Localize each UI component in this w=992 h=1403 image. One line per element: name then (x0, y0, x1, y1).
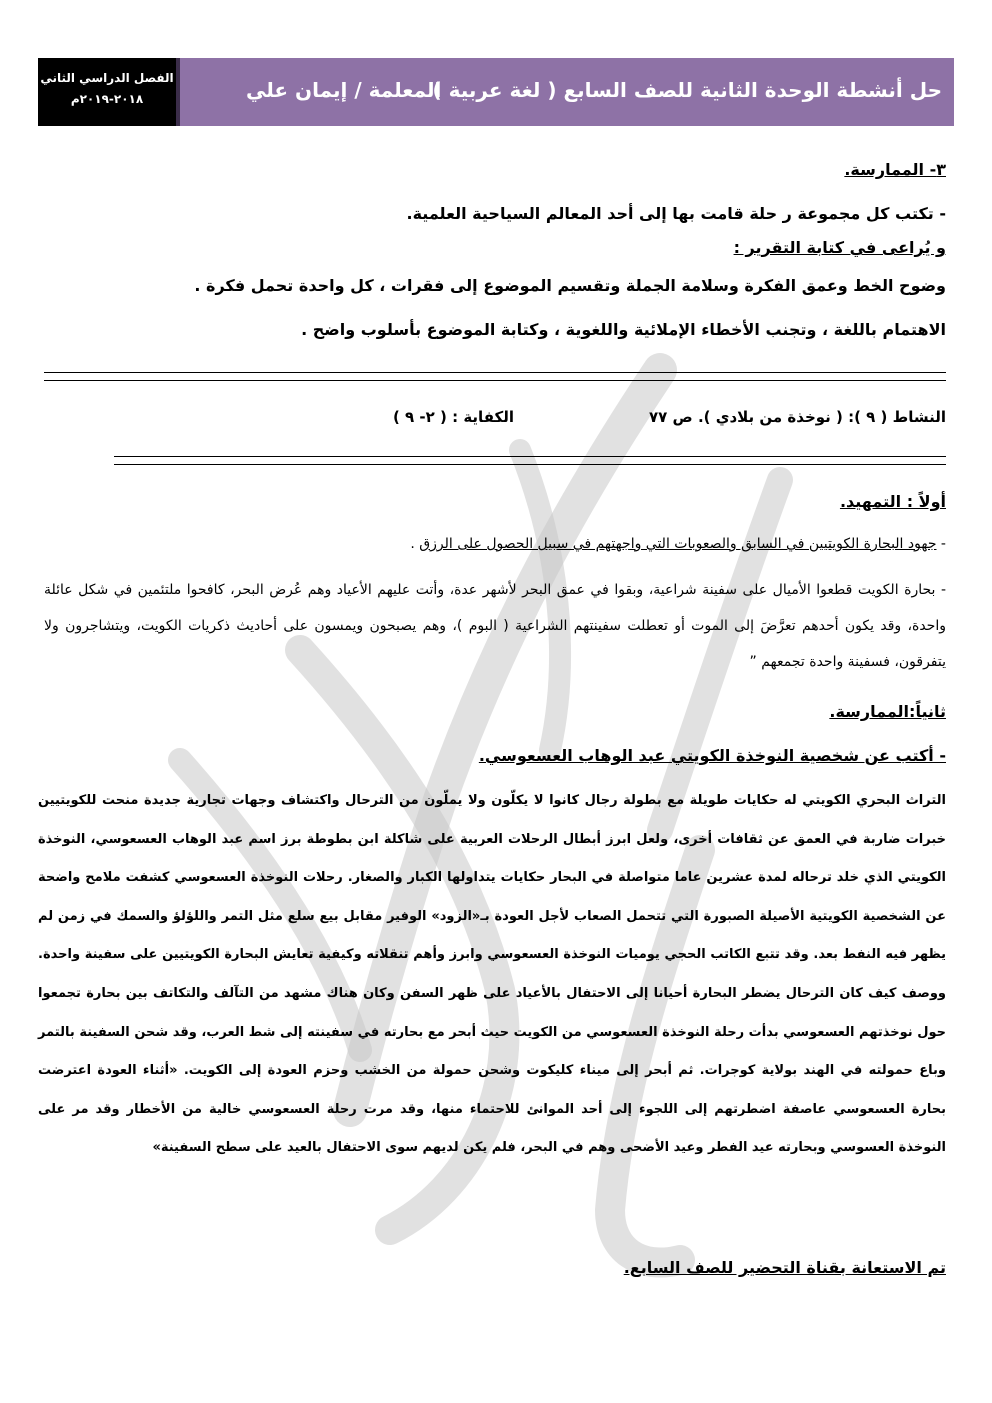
academic-year: ٢٠١٨-٢٠١٩م (70, 92, 144, 106)
criteria-item: وضوح الخط وعمق الفكرة وسلامة الجملة وتقسيم الموضوع إلى فقرات ، كل واحدة تحمل فكرة . (194, 276, 946, 295)
criteria-item: الاهتمام باللغة ، وتجنب الأخطاء الإملائية واللغوية ، وكتابة الموضوع بأسلوب واضح . (301, 320, 946, 339)
practice2-heading: ثانياً:الممارسة. (829, 702, 946, 721)
page-title: حل أنشطة الوحدة الثانية للصف السابع ( لغة عربية ) (432, 78, 942, 102)
practice2-task: - أكتب عن شخصية النوخذة الكويتي عبد الوهاب العسعوسي. (478, 746, 946, 765)
criteria-heading: و يُراعى في كتابة التقرير : (733, 238, 946, 257)
intro-paragraph: - بحارة الكويت قطعوا الأميال على سفينة شراعية، وبقوا في عمق البحر لأشهر عدة، وأتت عليهم الأعياد وهم عُرض البحر، كافحوا ملتئمين في شكل عائلة واحدة، وقد يكون أحدهم تعرَّضَ إلى الموت أو تعطلت سفينتهم الشراعية ( البوم )، وهم يصبحون ويمسون على أحاديث ذكريات الكويت، ويتشاجرون ولا يتفرقون، فسفينة واحدة تجمعهم ” (44, 582, 946, 670)
intro-point-suffix: . (410, 536, 420, 552)
term-box (38, 58, 176, 126)
footer-credit: تم الاستعانة بقناة التحضير للصف السابع. (623, 1258, 946, 1277)
header-band (176, 58, 954, 126)
intro-point-text: جهود البحارة الكويتيين في السابق والصعوبات التي واجهتهم في سبيل الحصول على الرزق (419, 536, 937, 552)
activity-name: النشاط ( ٩ ): ( نوخذة من بلادي ). ص ٧٧ (649, 408, 946, 426)
activity-competency: الكفاية : ( ٢- ٩ ) (392, 408, 514, 426)
section-divider (44, 372, 946, 381)
page-header (38, 58, 954, 126)
intro-point (410, 536, 946, 552)
section-divider (114, 456, 946, 465)
practice-heading: ٣- الممارسة. (844, 160, 946, 179)
practice-task: - تكتب كل مجموعة ر حلة قامت بها إلى أحد المعالم السياحية العلمية. (406, 204, 946, 223)
story-paragraph: التراث البحري الكويتي له حكايات طويلة مع بطولة رجال كانوا لا يكلّون ولا يملّون من الترحال واكتشاف وجهات تجارية جديدة منحت للكويتيين خبرات ضاربة في العمق عن ثقافات أخرى، ولعل ابرز أبطال الرحلات العربية على شاكلة ابن بطوطة برز اسم عبد الوهاب العسعوسي، النوخذة الكويتي الذي خلد ترحاله لمدة عشرين عاما متواصلة في البحار حكايات يتداولها الكبار والصغار. رحلات النوخذة العسعوسي كشفت ملامح واضحة عن الشخصية الكويتية الأصيلة الصبورة التي تتحمل الصعاب لأجل العودة بـ«الزود» الوفير مقابل بيع سلع مثل التمر واللؤلؤ والسمك في زمن لم يظهر فيه النفط بعد. وقد تتبع الكاتب الحجي يوميات النوخذة العسعوسي وابرز وأهم تنقلاته وكيفية تعايش البحارة الكويتيين على سفينة واحدة. ووصف كيف كان الترحال يضطر البحارة أحيانا إلى الاحتفال بالأعياد على ظهر السفن وكان هناك مشهد من التآلف والتكاتف بين بحارة تجمعوا حول نوخذتهم العسعوسي بدأت رحلة النوخذة العسعوسي من الكويت حيث أبحر مع بحارته في سفينته إلى شط العرب، وقد شحن السفينة بالتمر وباع حمولته في الهند بولاية كوجرات. ثم أبحر إلى ميناء كليكوت وشحن حمولة من الخشب وحزم العودة إلى الكويت. «أثناء العودة اعترضت بحارة العسعوسي عاصفة اضطرتهم إلى اللجوء إلى أحد الموانئ للاحتماء منها، وقد مرت رحلة العسعوسي خالية من الأخطار وقد مر على النوخذة العسوسي وبحارته عيد الفطر وعيد الأضحى وهم في البحر، فلم يكن لديهم سوى الاحتفال بالعيد على سطح السفينة» (38, 793, 946, 1156)
intro-point-prefix: - (936, 536, 946, 552)
teacher-name: المعلمة / إيمان علي (246, 78, 442, 102)
term-label: الفصل الدراسي الثاني (40, 71, 174, 85)
intro-heading: أولاً : التمهيد. (839, 492, 946, 511)
